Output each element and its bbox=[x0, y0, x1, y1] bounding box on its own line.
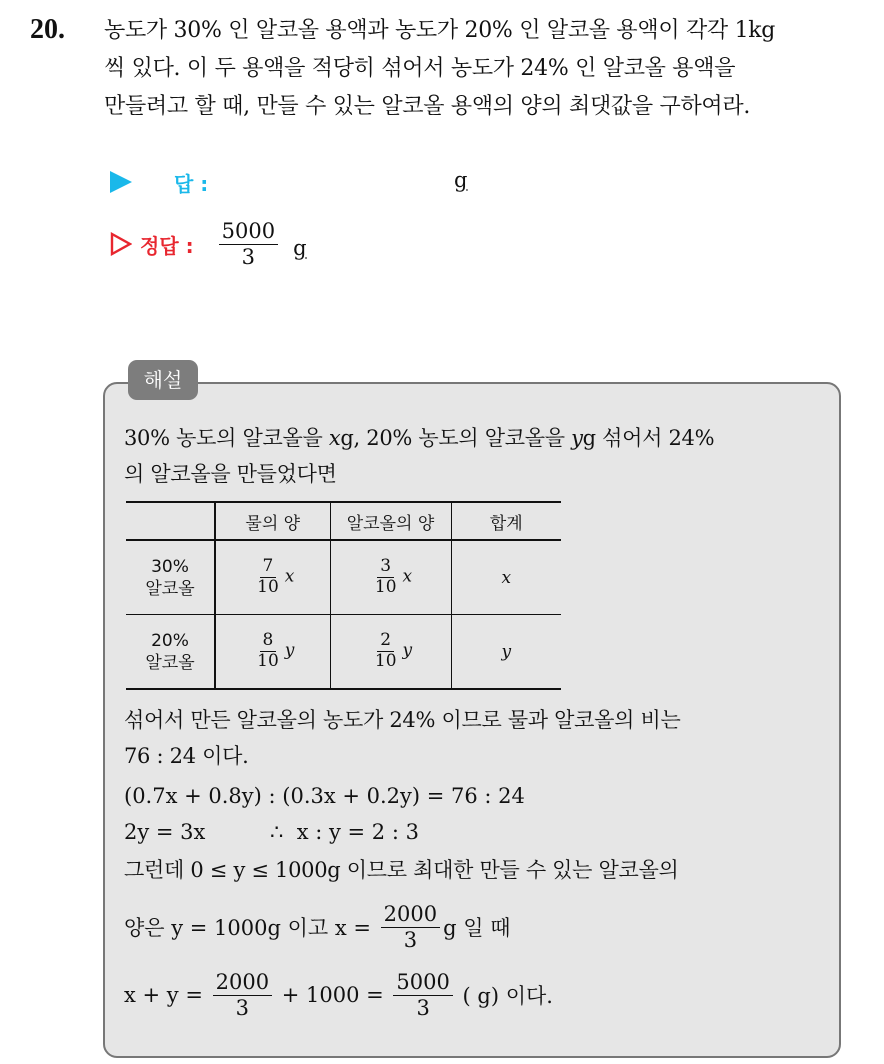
question-text bbox=[104, 12, 864, 126]
correct-answer-denominator: 3 bbox=[241, 244, 256, 269]
row-label-bottom: 알코올 bbox=[145, 578, 195, 599]
fraction-numerator: 2 bbox=[377, 631, 394, 652]
outline-play-icon bbox=[110, 232, 132, 256]
amount-part-a: 양은 y = 1000g 이고 x = bbox=[124, 916, 378, 940]
table-cell-water bbox=[215, 540, 330, 615]
fraction-numerator: 8 bbox=[260, 631, 277, 652]
fraction-denominator: 10 bbox=[374, 577, 397, 597]
table-header-row bbox=[126, 502, 561, 540]
intro-part-c: g 섞어서 24% bbox=[582, 426, 715, 450]
play-icon bbox=[110, 171, 132, 193]
intro-var-x: x bbox=[328, 426, 341, 450]
fraction bbox=[254, 557, 282, 597]
correct-answer-row bbox=[110, 216, 307, 272]
table-cell-total bbox=[451, 615, 561, 690]
fraction-denominator: 10 bbox=[374, 651, 397, 671]
amount-part-b: g 일 때 bbox=[443, 916, 511, 940]
fraction bbox=[372, 557, 400, 597]
equation-1 bbox=[124, 778, 525, 814]
table-cell-alcohol bbox=[330, 615, 451, 690]
cell-variable: y bbox=[402, 641, 413, 661]
table-header-cell: 합계 bbox=[451, 502, 561, 540]
final-denominator-1: 3 bbox=[235, 995, 250, 1020]
fraction-denominator: 10 bbox=[257, 577, 279, 597]
table-row bbox=[126, 540, 561, 615]
equation-2-left: 2y = 3x bbox=[124, 820, 206, 844]
question-line-3: 만들려고 할 때, 만들 수 있는 알코올 용액의 양의 최댓값을 구하여라. bbox=[104, 94, 751, 119]
question-line-2: 씩 있다. 이 두 용액을 적당히 섞어서 농도가 24% 인 알코올 용액을 bbox=[104, 56, 736, 81]
table-row bbox=[126, 615, 561, 690]
final-line bbox=[124, 964, 553, 1026]
final-part-a: x + y = bbox=[124, 983, 210, 1007]
amount-fraction bbox=[381, 902, 440, 951]
amount-denominator: 3 bbox=[403, 927, 418, 952]
ratio-line-2: 76 : 24 이다. bbox=[124, 744, 249, 768]
table-header-cell: 물의 양 bbox=[215, 502, 330, 540]
fraction-numerator: 3 bbox=[377, 557, 394, 578]
table-header-cell: 알코올의 양 bbox=[330, 502, 451, 540]
correct-answer-label: 정답 : bbox=[140, 233, 194, 258]
intro-part-b: g, 20% 농도의 알코올을 bbox=[340, 426, 572, 450]
question-number: 20. bbox=[30, 14, 65, 45]
answer-row bbox=[110, 162, 208, 202]
limit-line: 그런데 0 ≤ y ≤ 1000g 이므로 최대한 만들 수 있는 알코올의 bbox=[124, 858, 679, 882]
cell-variable: x bbox=[284, 567, 295, 587]
fraction-denominator: 10 bbox=[257, 651, 279, 671]
question-line-1: 농도가 30% 인 알코올 용액과 농도가 20% 인 알코올 용액이 각각 1kg bbox=[104, 18, 776, 43]
cell-variable: y bbox=[501, 641, 512, 662]
final-numerator-2: 5000 bbox=[393, 970, 452, 995]
final-part-b: + 1000 = bbox=[275, 983, 391, 1007]
final-fraction-1 bbox=[213, 970, 272, 1019]
explanation-ratio bbox=[124, 702, 824, 774]
row-label-bottom: 알코올 bbox=[145, 652, 195, 673]
final-numerator-1: 2000 bbox=[213, 970, 272, 995]
amount-numerator: 2000 bbox=[381, 902, 440, 927]
intro-var-y: y bbox=[571, 426, 583, 450]
explanation-intro-line-2: 의 알코올을 만들었다면 bbox=[124, 462, 337, 486]
cell-variable: x bbox=[501, 567, 512, 588]
ratio-line-1: 섞어서 만든 알코올의 농도가 24% 이므로 물과 알코올의 비는 bbox=[124, 708, 681, 732]
final-denominator-2: 3 bbox=[416, 995, 430, 1020]
explanation-intro bbox=[124, 420, 824, 492]
table-row-label bbox=[126, 615, 215, 690]
final-part-c: ( g) 이다. bbox=[455, 984, 553, 1008]
correct-answer-fraction bbox=[219, 219, 278, 268]
equation-2 bbox=[124, 814, 419, 850]
equation-2-right: ∴ x : y = 2 : 3 bbox=[270, 820, 419, 844]
final-fraction-2 bbox=[393, 970, 452, 1019]
mixture-table bbox=[126, 501, 561, 690]
equation-1-text: (0.7x + 0.8y) : (0.3x + 0.2y) = 76 : 24 bbox=[124, 784, 525, 808]
fraction bbox=[372, 631, 400, 671]
row-label-top: 30% bbox=[151, 556, 189, 577]
table-header-cell bbox=[126, 502, 215, 540]
table-row-label bbox=[126, 540, 215, 615]
answer-unit: g bbox=[454, 168, 468, 192]
amount-line bbox=[124, 896, 510, 958]
fraction-numerator: 7 bbox=[260, 557, 277, 578]
table-cell-alcohol bbox=[330, 540, 451, 615]
correct-answer-unit: g bbox=[293, 236, 307, 260]
correct-answer-numerator: 5000 bbox=[219, 219, 278, 244]
fraction bbox=[254, 631, 282, 671]
cell-variable: y bbox=[284, 641, 295, 661]
explanation-intro-line-1 bbox=[124, 420, 824, 456]
cell-variable: x bbox=[402, 567, 413, 587]
table-cell-water bbox=[215, 615, 330, 690]
answer-label: 답 : bbox=[174, 171, 209, 196]
explanation-tag: 해설 bbox=[128, 360, 198, 400]
intro-part-a: 30% 농도의 알코올을 bbox=[124, 426, 329, 450]
table-cell-total bbox=[451, 540, 561, 615]
row-label-top: 20% bbox=[151, 630, 189, 651]
